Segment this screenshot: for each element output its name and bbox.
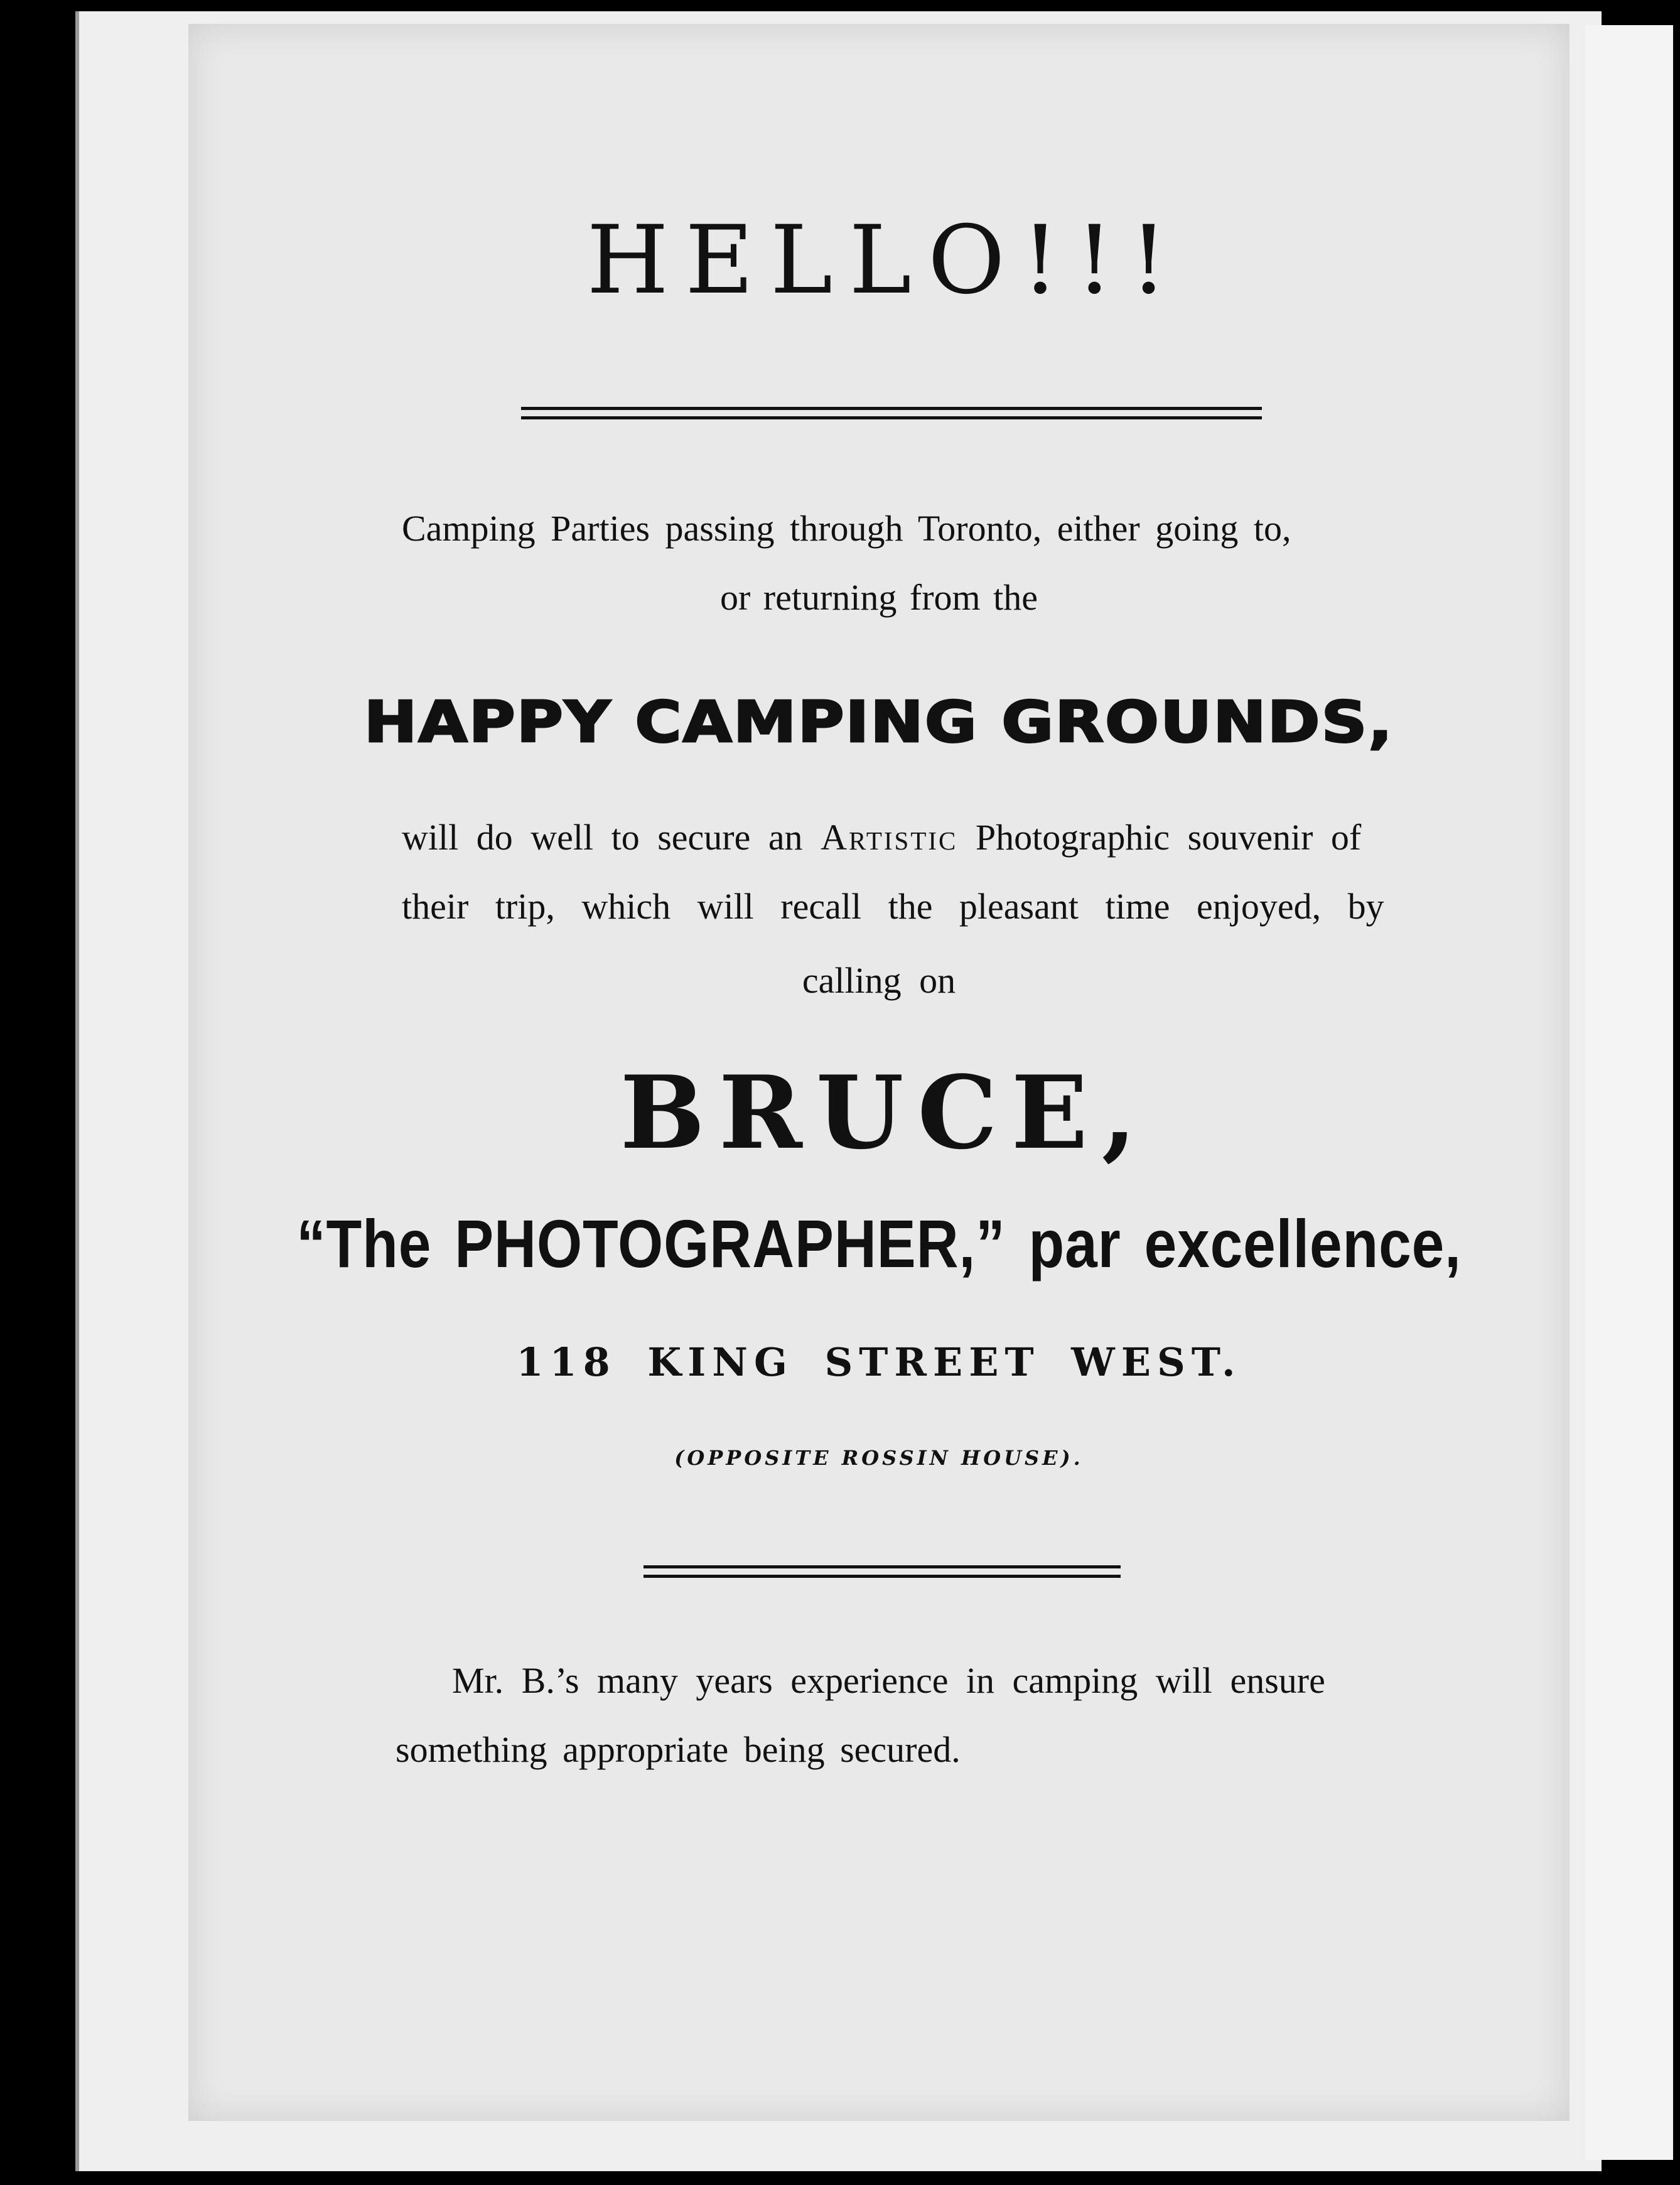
street-address: 118 KING STREET WEST. [516, 1339, 1242, 1385]
business-name: BRUCE, [620, 1054, 1151, 1172]
tagline: “The PHOTOGRAPHER,” par excellence, [296, 1206, 1462, 1281]
intro-line: or returning from the [719, 577, 1038, 618]
advertisement-page [188, 24, 1570, 2121]
body-text: Photographic souvenir of [975, 817, 1362, 858]
body-line: their trip, which will recall the pleasant time enjoyed, by [402, 886, 1384, 927]
intro-line: Camping Parties passing through Toronto, either going to, [402, 508, 1291, 549]
closing-line: Mr. B.’s many years experience in camping will ensure [452, 1660, 1325, 1701]
destination-heading: HAPPY CAMPING GROUNDS, [363, 689, 1394, 755]
page-title: HELLO!!! [586, 206, 1184, 315]
divider-rule [643, 1565, 1121, 1578]
address-note: (OPPOSITE ROSSIN HOUSE). [674, 1446, 1084, 1470]
body-line [402, 816, 1361, 858]
closing-line: something appropriate being secured. [396, 1729, 961, 1770]
facing-page-strip [1585, 25, 1673, 2160]
divider-rule [521, 407, 1262, 419]
body-line: calling on [802, 960, 956, 1001]
emphasis-text: Artistic [821, 817, 958, 858]
body-text: will do well to secure an [402, 817, 803, 858]
